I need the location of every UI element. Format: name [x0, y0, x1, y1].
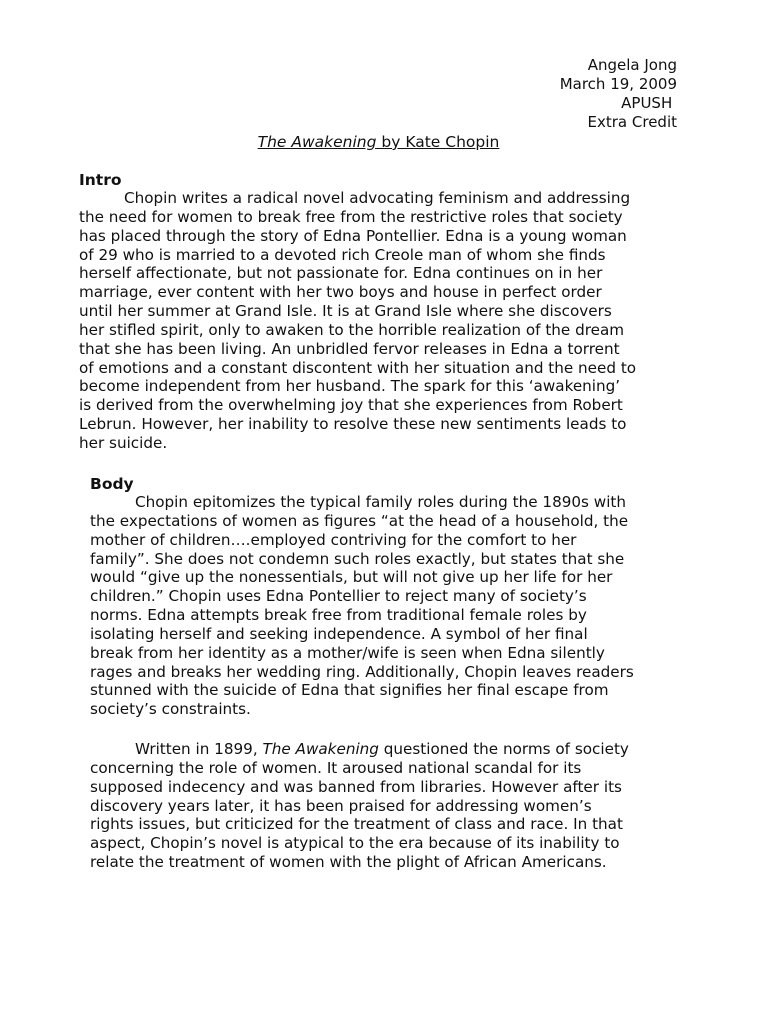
paragraph-line: the need for women to break free from the restrictive roles that society [79, 207, 623, 226]
paragraph-line: isolating herself and seeking independence. A symbol of her final [90, 624, 588, 643]
paragraph-line: Chopin epitomizes the typical family roles during the 1890s with [135, 493, 627, 511]
body-heading: Body [90, 475, 134, 493]
paragraph-line: her suicide. [79, 433, 168, 452]
paragraph-line: relate the treatment of women with the plight of African Americans. [90, 853, 607, 872]
paragraph-line: herself affectionate, but not passionate for. Edna continues on in her [79, 264, 603, 283]
title-byline: by Kate Chopin [376, 133, 500, 151]
paragraph-line: her stifled spirit, only to awaken to the horrible realization of the dream [79, 320, 625, 339]
paragraph-line: Lebrun. However, her inability to resolve these new sentiments leads to [79, 415, 627, 434]
paragraph-line: discovery years later, it has been praised for addressing women’s [90, 796, 592, 815]
book-title-reference: The Awakening [262, 740, 379, 758]
body-paragraph-2 [90, 740, 690, 872]
paragraph-line: of 29 who is married to a devoted rich Creole man of whom she finds [79, 245, 606, 264]
document-date: March 19, 2009 [559, 75, 677, 93]
document-title [0, 132, 757, 152]
paragraph-line: the expectations of women as figures “at the head of a household, the [90, 511, 629, 530]
title-book-name: The Awakening [257, 133, 377, 151]
paragraph-line: rights issues, but criticized for the treatment of class and race. In that [90, 815, 623, 834]
body-paragraph-1 [90, 493, 690, 719]
paragraph-line: marriage, ever content with her two boys and house in perfect order [79, 283, 602, 302]
paragraph-line: of emotions and a constant discontent with her situation and the need to [79, 358, 637, 377]
author-name: Angela Jong [587, 56, 677, 74]
intro-paragraph [79, 189, 719, 453]
paragraph-line: supposed indecency and was banned from libraries. However after its [90, 777, 622, 796]
assignment-label: Extra Credit [587, 113, 677, 131]
paragraph-line: concerning the role of women. It aroused national scandal for its [90, 758, 582, 777]
paragraph-line: would “give up the nonessentials, but will not give up her life for her [90, 568, 613, 587]
intro-heading: Intro [79, 171, 122, 189]
paragraph-line: until her summer at Grand Isle. It is at Grand Isle where she discovers [79, 302, 612, 321]
paragraph-line: Written in 1899, The Awakening questioned the norms of society [135, 740, 629, 758]
paragraph-line: mother of children….employed contriving for the comfort to her [90, 530, 577, 549]
paragraph-line: is derived from the overwhelming joy that she experiences from Robert [79, 396, 623, 415]
paragraph-line: that she has been living. An unbridled fervor releases in Edna a torrent [79, 339, 620, 358]
paragraph-line: has placed through the story of Edna Pontellier. Edna is a young woman [79, 226, 627, 245]
paragraph-line: family”. She does not condemn such roles exactly, but states that she [90, 549, 625, 568]
paragraph-line: norms. Edna attempts break free from traditional female roles by [90, 606, 587, 625]
paragraph-line: stunned with the suicide of Edna that signifies her final escape from [90, 681, 609, 700]
header-block [560, 56, 677, 132]
course-name: APUSH [621, 94, 677, 112]
paragraph-line: children.” Chopin uses Edna Pontellier to reject many of society’s [90, 587, 587, 606]
paragraph-line: become independent from her husband. The spark for this ‘awakening’ [79, 377, 621, 396]
paragraph-line: Chopin writes a radical novel advocating feminism and addressing [124, 189, 631, 207]
paragraph-line: society’s constraints. [90, 700, 251, 719]
paragraph-line: break from her identity as a mother/wife is seen when Edna silently [90, 643, 605, 662]
paragraph-line: aspect, Chopin’s novel is atypical to the era because of its inability to [90, 834, 620, 853]
paragraph-line: rages and breaks her wedding ring. Additionally, Chopin leaves readers [90, 662, 634, 681]
